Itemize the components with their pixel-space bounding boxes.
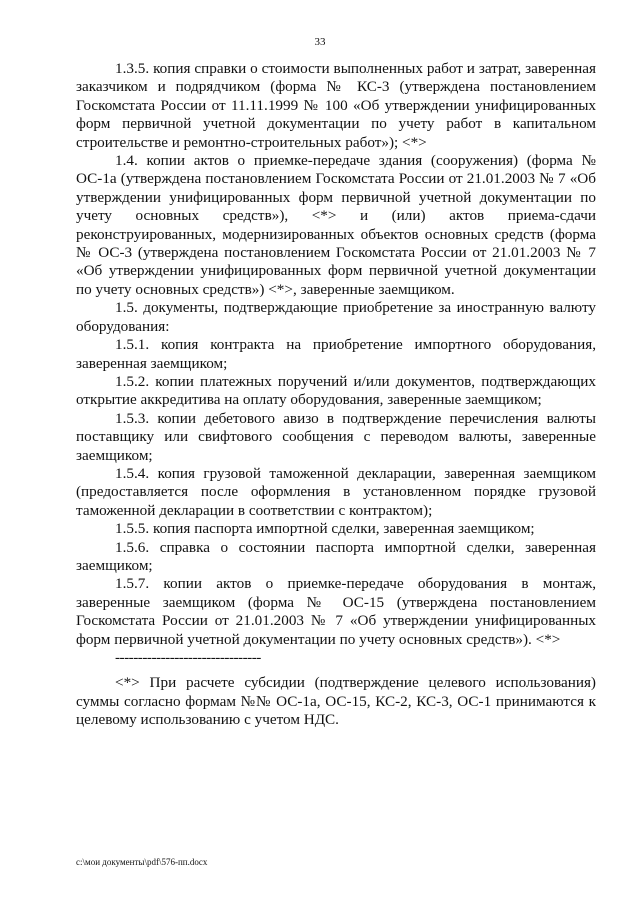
page-number: 33: [314, 36, 326, 48]
paragraph-1-5-4: 1.5.4. копия грузовой таможенной декларации, заверенная заемщиком (предоставляется после оформления в установленном порядке грузовой таможенной декларации в соответствии с контрактом);: [76, 464, 596, 519]
paragraph-1-5: 1.5. документы, подтверждающие приобретение за иностранную валюту оборудования:: [76, 299, 596, 335]
document-body: [76, 60, 596, 730]
paragraph-1-4: 1.4. копии актов о приемке-передаче здания (сооружения) (форма № ОС-1а (утверждена постановлением Госкомстата России от 21.01.2003 № 7 «Об утверждении унифицированных форм первичной учетной документации по учету основных средств»), <*> и (или) актов приема-сдачи реконструированных, модернизированных объектов основных средств (форма № ОС-3 (утверждена постановлением Госкомстата России от 21.01.2003 № 7 «Об утверждении унифицированных форм первичной учетной документации по учету основных средств») <*>, заверенные заемщиком.: [76, 152, 596, 298]
paragraph-1-3-5: 1.3.5. копия справки о стоимости выполненных работ и затрат, заверенная заказчиком и подрядчиком (форма № КС-3 (утверждена постановлением Госкомстата России от 11.11.1999 № 100 «Об утверждении унифицированных форм первичной учетной документации по учету работ в капитальном строительстве и ремонтно-строительных работ»); <*>: [76, 60, 596, 151]
paragraph-1-5-6: 1.5.6. справка о состоянии паспорта импортной сделки, заверенная заемщиком;: [76, 538, 596, 574]
file-path-footer: c:\мои документы\pdf\576-пп.docx: [76, 857, 208, 867]
paragraph-1-5-7: 1.5.7. копии актов о приемке-передаче оборудования в монтаж, заверенные заемщиком (форма № ОС-15 (утверждена постановлением Госкомстата России от 21.01.2003 № 7 «Об утверждении унифицированных форм первичной учетной документации по учету основных средств»). <*>: [76, 575, 596, 648]
paragraph-1-5-1: 1.5.1. копия контракта на приобретение импортного оборудования, заверенная заемщиком;: [76, 336, 596, 372]
footnote-separator: --------------------------------: [115, 649, 261, 666]
footnote: <*> При расчете субсидии (подтверждение целевого использования) суммы согласно формам №№ ОС-1а, ОС-15, КС-2, КС-3, ОС-1 принимаются к целевому использованию с учетом НДС.: [76, 674, 596, 729]
paragraph-1-5-3: 1.5.3. копии дебетового авизо в подтверждение перечисления валюты поставщику или свифтового сообщения с переводом валюты, заверенные заемщиком;: [76, 409, 596, 464]
paragraph-1-5-2: 1.5.2. копии платежных поручений и/или документов, подтверждающих открытие аккредитива на оплату оборудования, заверенные заемщиком;: [76, 372, 596, 409]
paragraph-1-5-5: 1.5.5. копия паспорта импортной сделки, заверенная заемщиком;: [115, 520, 535, 538]
